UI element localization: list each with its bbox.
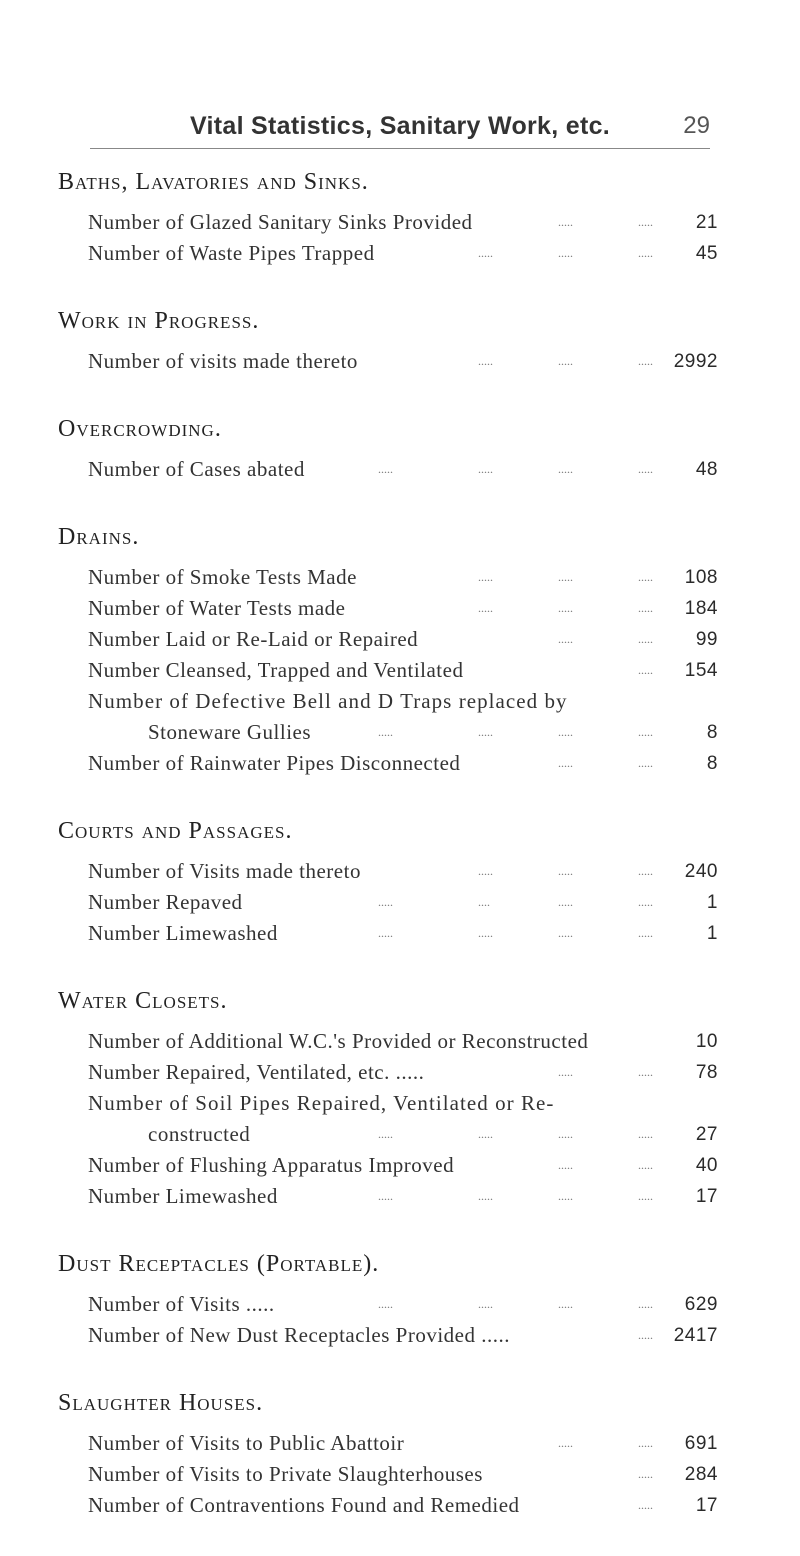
statistic-label: Number of Visits ..... (88, 1292, 275, 1316)
statistic-row (58, 238, 718, 269)
dot-leader: ..... (638, 1436, 653, 1450)
page-number: 29 (683, 112, 710, 139)
statistic-row (58, 1490, 718, 1521)
statistic-label: Number Limewashed (88, 921, 278, 945)
statistic-value: 10 (695, 1031, 718, 1052)
dot-leader: ..... (378, 926, 393, 940)
statistic-value: 27 (695, 1124, 718, 1145)
section-heading: Slaughter Houses. (58, 1390, 264, 1416)
section (58, 412, 718, 485)
dot-leader: .... (478, 895, 490, 909)
section (58, 1247, 718, 1351)
dot-leader: ..... (558, 725, 573, 739)
statistic-value: 240 (684, 861, 718, 882)
dot-leader: ..... (478, 462, 493, 476)
statistic-label: Number Laid or Re-Laid or Repaired (88, 627, 419, 651)
dot-leader: ..... (638, 570, 653, 584)
section-heading: Dust Receptacles (Portable). (58, 1251, 380, 1277)
dot-leader: ..... (378, 1297, 393, 1311)
statistic-row (58, 1119, 718, 1150)
statistic-row (58, 1088, 718, 1119)
statistic-value: 154 (684, 660, 718, 681)
dot-leader: ..... (638, 1498, 653, 1512)
statistic-value: 99 (695, 629, 718, 650)
statistic-row (58, 918, 718, 949)
dot-leader: ..... (558, 462, 573, 476)
dot-leader: ..... (478, 570, 493, 584)
statistic-label: Stoneware Gullies (148, 720, 312, 744)
section-heading: Baths, Lavatories and Sinks. (58, 169, 369, 195)
statistic-row (58, 1428, 718, 1459)
dot-leader: ..... (638, 1297, 653, 1311)
dot-leader: ..... (378, 462, 393, 476)
dot-leader: ..... (558, 1436, 573, 1450)
statistic-label: Number Repaved (88, 890, 243, 914)
statistic-value: 691 (684, 1433, 718, 1454)
statistic-label: Number of Additional W.C.'s Provided or Reconstructed (88, 1029, 589, 1053)
dot-leader: ..... (478, 601, 493, 615)
dot-leader: ..... (558, 864, 573, 878)
dot-leader: ..... (638, 1467, 653, 1481)
statistic-row (58, 1289, 718, 1320)
statistic-label: Number of Contraventions Found and Remedied (88, 1493, 520, 1517)
statistic-value: 17 (695, 1495, 718, 1516)
dot-leader: ..... (558, 601, 573, 615)
dot-leader: ..... (638, 756, 653, 770)
dot-leader: ..... (638, 1065, 653, 1079)
statistic-label: Number of Glazed Sanitary Sinks Provided (88, 210, 473, 234)
statistic-row (58, 856, 718, 887)
statistic-value: 78 (695, 1062, 718, 1083)
statistic-row (58, 686, 718, 717)
statistic-value: 1 (706, 923, 718, 944)
section-heading: Work in Progress. (58, 308, 260, 334)
statistic-row (58, 562, 718, 593)
statistic-value: 48 (695, 459, 718, 480)
statistic-label: Number of Smoke Tests Made (88, 565, 357, 589)
dot-leader: ..... (638, 1158, 653, 1172)
dot-leader: ..... (638, 926, 653, 940)
statistic-row (58, 887, 718, 918)
statistic-label: Number of Defective Bell and D Traps replaced by (88, 689, 568, 713)
dot-leader: ..... (558, 1297, 573, 1311)
dot-leader: ..... (378, 725, 393, 739)
statistic-value: 21 (695, 212, 718, 233)
dot-leader: ..... (638, 1127, 653, 1141)
dot-leader: ..... (638, 246, 653, 260)
statistic-row (58, 1150, 718, 1181)
statistic-label: Number Cleansed, Trapped and Ventilated (88, 658, 464, 682)
section (58, 984, 718, 1212)
statistic-row (58, 624, 718, 655)
dot-leader: ..... (558, 926, 573, 940)
dot-leader: ..... (558, 1189, 573, 1203)
statistic-row (58, 748, 718, 779)
section (58, 1386, 718, 1521)
dot-leader: ..... (638, 663, 653, 677)
dot-leader: ..... (638, 462, 653, 476)
section-heading: Courts and Passages. (58, 818, 293, 844)
section-heading: Water Closets. (58, 988, 228, 1014)
statistic-value: 8 (706, 722, 718, 743)
report-body (58, 165, 718, 1556)
page-title: Vital Statistics, Sanitary Work, etc. (189, 112, 611, 140)
statistic-label: constructed (148, 1122, 251, 1146)
section (58, 165, 718, 269)
statistic-label: Number of Visits to Private Slaughterhouses (88, 1462, 483, 1486)
statistic-label: Number of New Dust Receptacles Provided ..... (88, 1323, 510, 1347)
dot-leader: ..... (478, 354, 493, 368)
section (58, 520, 718, 779)
dot-leader: ..... (558, 215, 573, 229)
dot-leader: ..... (478, 725, 493, 739)
dot-leader: ..... (638, 354, 653, 368)
statistic-row (58, 207, 718, 238)
statistic-row (58, 593, 718, 624)
statistic-row (58, 655, 718, 686)
statistic-row (58, 717, 718, 748)
statistic-value: 284 (684, 1464, 718, 1485)
running-header (90, 112, 710, 149)
dot-leader: ..... (558, 632, 573, 646)
dot-leader: ..... (478, 1127, 493, 1141)
statistic-value: 17 (695, 1186, 718, 1207)
statistic-value: 40 (695, 1155, 718, 1176)
dot-leader: ..... (558, 895, 573, 909)
section-heading: Drains. (58, 524, 140, 550)
dot-leader: ..... (558, 1065, 573, 1079)
statistic-row (58, 346, 718, 377)
statistic-value: 1 (706, 892, 718, 913)
statistic-value: 8 (706, 753, 718, 774)
statistic-value: 184 (684, 598, 718, 619)
statistic-row (58, 454, 718, 485)
statistic-label: Number Repaired, Ventilated, etc. ..... (88, 1060, 425, 1084)
statistic-row (58, 1181, 718, 1212)
statistic-label: Number Limewashed (88, 1184, 278, 1208)
statistic-value: 629 (684, 1294, 718, 1315)
dot-leader: ..... (638, 601, 653, 615)
dot-leader: ..... (478, 1297, 493, 1311)
dot-leader: ..... (478, 864, 493, 878)
dot-leader: ..... (378, 1189, 393, 1203)
dot-leader: ..... (478, 926, 493, 940)
statistic-row (58, 1057, 718, 1088)
dot-leader: ..... (638, 864, 653, 878)
dot-leader: ..... (378, 895, 393, 909)
dot-leader: ..... (638, 895, 653, 909)
statistic-row (58, 1459, 718, 1490)
dot-leader: ..... (478, 1189, 493, 1203)
dot-leader: ..... (638, 1189, 653, 1203)
statistic-row (58, 1026, 718, 1057)
dot-leader: ..... (638, 1328, 653, 1342)
dot-leader: ..... (558, 1127, 573, 1141)
statistic-label: Number of Soil Pipes Repaired, Ventilated or Re- (88, 1091, 555, 1115)
dot-leader: ..... (558, 756, 573, 770)
statistic-value: 2417 (673, 1325, 718, 1346)
statistic-row (58, 1320, 718, 1351)
statistic-value: 2992 (673, 351, 718, 372)
dot-leader: ..... (378, 1127, 393, 1141)
section (58, 814, 718, 949)
dot-leader: ..... (478, 246, 493, 260)
statistic-label: Number of Visits to Public Abattoir (88, 1431, 405, 1455)
dot-leader: ..... (638, 725, 653, 739)
statistic-label: Number of visits made thereto (88, 349, 358, 373)
dot-leader: ..... (638, 215, 653, 229)
dot-leader: ..... (558, 354, 573, 368)
statistic-value: 108 (684, 567, 718, 588)
statistic-value: 45 (695, 243, 718, 264)
dot-leader: ..... (638, 632, 653, 646)
statistic-label: Number of Flushing Apparatus Improved (88, 1153, 455, 1177)
section-heading: Overcrowding. (58, 416, 222, 442)
dot-leader: ..... (558, 570, 573, 584)
statistic-label: Number of Water Tests made (88, 596, 346, 620)
dot-leader: ..... (558, 1158, 573, 1172)
statistic-label: Number of Cases abated (88, 457, 305, 481)
statistic-label: Number of Rainwater Pipes Disconnected (88, 751, 461, 775)
statistic-label: Number of Visits made thereto (88, 859, 361, 883)
section (58, 304, 718, 377)
dot-leader: ..... (558, 246, 573, 260)
statistic-label: Number of Waste Pipes Trapped (88, 241, 375, 265)
